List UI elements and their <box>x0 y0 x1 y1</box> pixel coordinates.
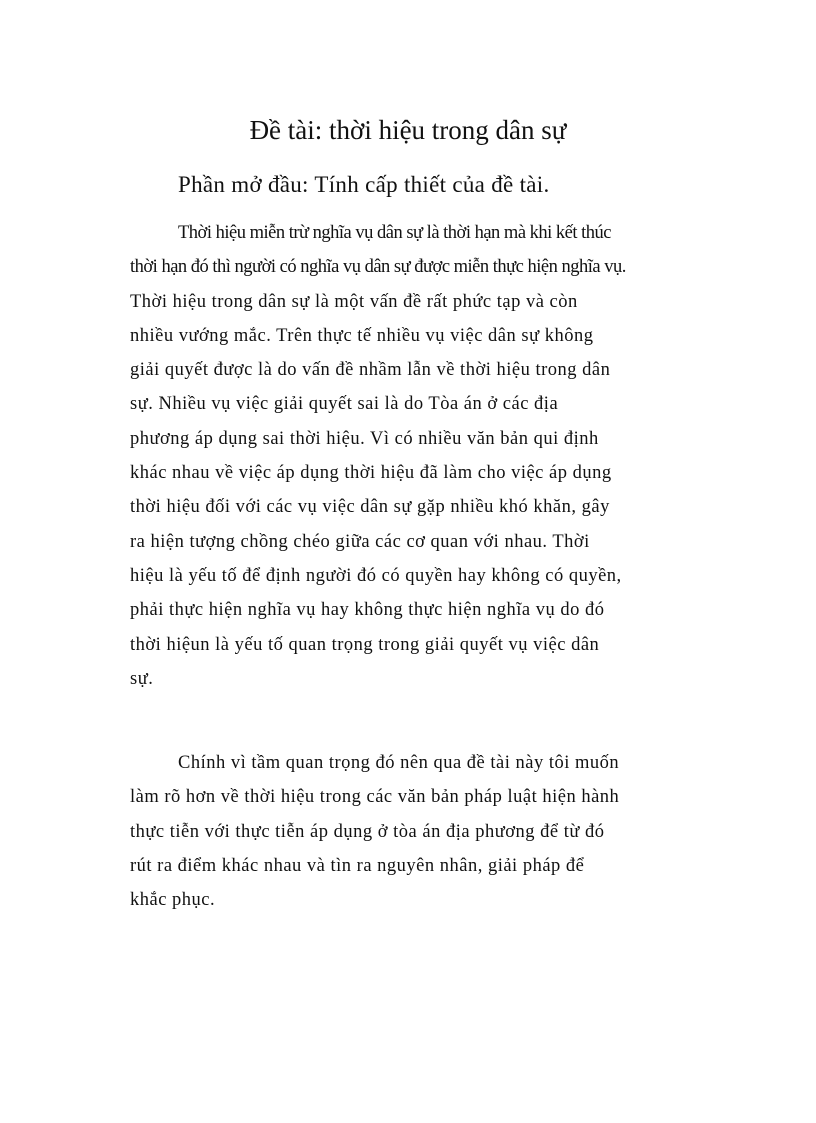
paragraph-line: làm rõ hơn về thời hiệu trong các văn bản pháp luật hiện hành <box>130 787 620 808</box>
section-heading: Phần mở đầu: Tính cấp thiết của đề tài. <box>178 172 550 197</box>
paragraph-line: Chính vì tầm quan trọng đó nên qua đề tài này tôi muốn <box>178 753 620 773</box>
paragraph-line: sự. Nhiều vụ việc giải quyết sai là do Tòa án ở các địa <box>130 394 559 415</box>
paragraph-line: ra hiện tượng chồng chéo giữa các cơ quan với nhau. Thời <box>130 531 590 552</box>
paragraph-line: Thời hiệu trong dân sự là một vấn đề rất phức tạp và còn <box>130 291 578 312</box>
paragraph-line: thời hạn đó thì người có nghĩa vụ dân sự được miễn thực hiện nghĩa vụ. <box>130 257 626 278</box>
paragraph-line: giải quyết được là do vấn đề nhầm lẫn về thời hiệu trong dân <box>130 360 611 381</box>
paragraph-intro <box>130 216 670 696</box>
document-title: Đề tài: thời hiệu trong dân sự <box>249 115 567 145</box>
paragraph-line: thời hiệu đối với các vụ việc dân sự gặp nhiều khó khăn, gây <box>130 497 610 518</box>
paragraph-line: thời hiệun là yếu tố quan trọng trong giải quyết vụ việc dân <box>130 634 600 655</box>
paragraph-line: rút ra điểm khác nhau và tìn ra nguyên nhân, giải pháp để <box>130 855 585 876</box>
paragraph-line: nhiều vướng mắc. Trên thực tế nhiều vụ việc dân sự không <box>130 325 594 346</box>
paragraph-line: phương áp dụng sai thời hiệu. Vì có nhiều văn bản qui định <box>130 428 599 449</box>
paragraph-line: sự. <box>130 668 154 689</box>
paragraph-line: thực tiễn với thực tiễn áp dụng ở tòa án địa phương để từ đó <box>130 821 605 842</box>
paragraph-line: hiệu là yếu tố để định người đó có quyền hay không có quyền, <box>130 565 622 586</box>
paragraph-line: phải thực hiện nghĩa vụ hay không thực hiện nghĩa vụ do đó <box>130 600 605 621</box>
paragraph-line: Thời hiệu miễn trừ nghĩa vụ dân sự là thời hạn mà khi kết thúc <box>178 223 611 243</box>
paragraph-conclusion <box>130 746 670 917</box>
paragraph-line: khắc phục. <box>130 890 216 911</box>
paragraph-line: khác nhau về việc áp dụng thời hiệu đã làm cho việc áp dụng <box>130 463 612 484</box>
